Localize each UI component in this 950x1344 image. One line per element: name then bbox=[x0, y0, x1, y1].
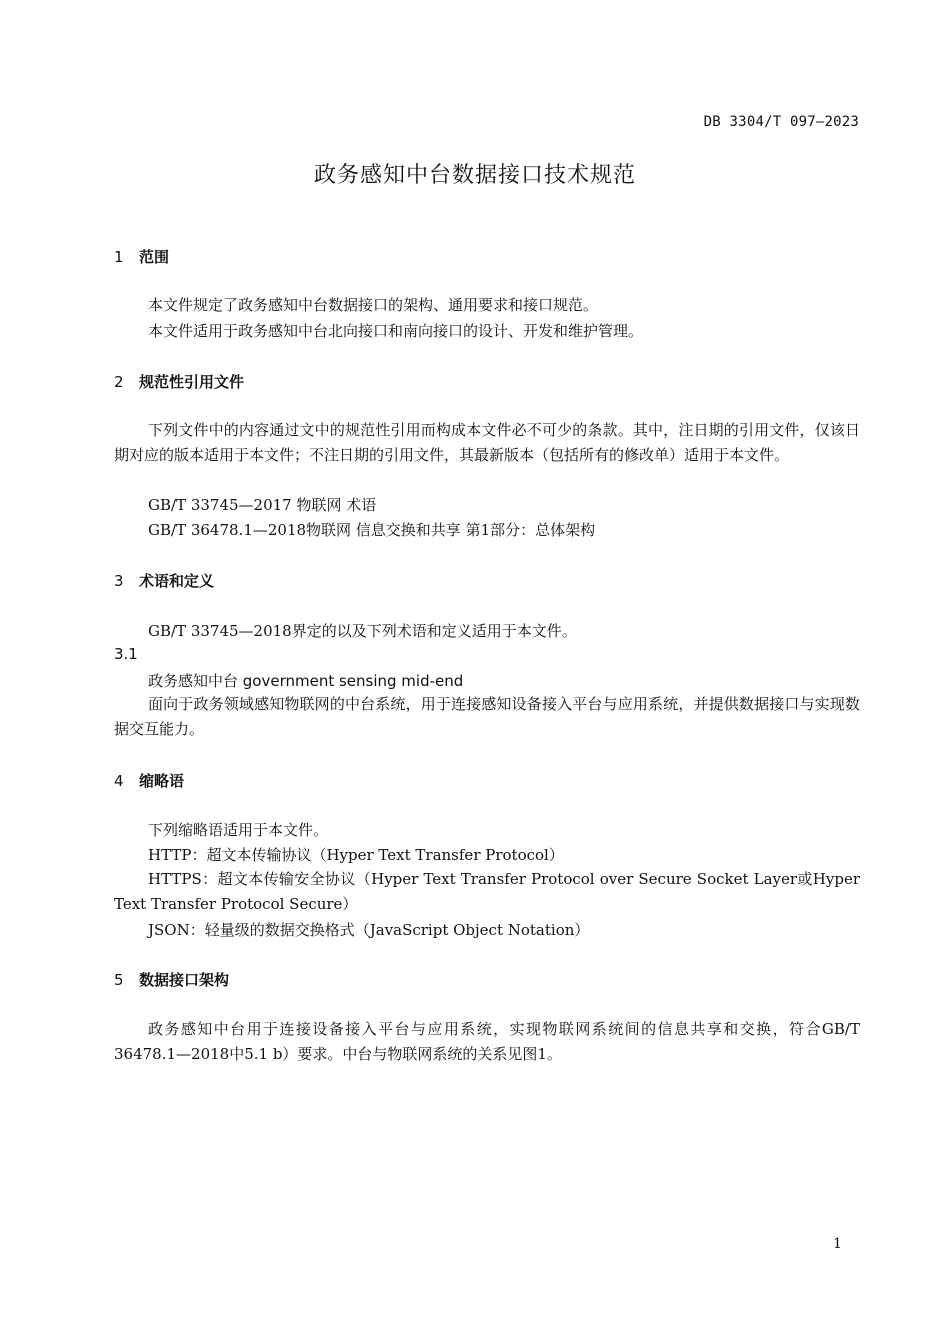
paragraph: 下列文件中的内容通过文中的规范性引用而构成本文件必不可少的条款。其中，注日期的引用文件，仅该日期对应的版本适用于本文件；不注日期的引用文件，其最新版本（包括所有的修改单）适用于本文件。 bbox=[114, 421, 860, 464]
document-title: 政务感知中台数据接口技术规范 bbox=[313, 163, 636, 188]
paragraph: GB/T 33745—2018界定的以及下列术语和定义适用于本文件。 bbox=[148, 622, 577, 640]
section-number: 5 bbox=[114, 971, 124, 989]
paragraph: 下列缩略语适用于本文件。 bbox=[148, 821, 329, 839]
term-number: 3.1 bbox=[114, 645, 138, 663]
section-title: 范围 bbox=[139, 248, 170, 266]
abbreviation-item: HTTPS：超文本传输安全协议（Hyper Text Transfer Protocol over Secure Socket Layer或Hyper Text Transfer Protocol Secure） bbox=[114, 870, 860, 913]
section-title: 数据接口架构 bbox=[139, 971, 230, 989]
paragraph: 政务感知中台用于连接设备接入平台与应用系统，实现物联网系统间的信息共享和交换，符合GB/T 36478.1—2018中5.1 b）要求。中台与物联网系统的关系见图1。 bbox=[114, 1020, 860, 1063]
document-code: DB 3304/T 097—2023 bbox=[703, 114, 859, 130]
paragraph: 本文件适用于政务感知中台北向接口和南向接口的设计、开发和维护管理。 bbox=[148, 322, 644, 340]
page-number: 1 bbox=[833, 1236, 842, 1252]
term-name: 政务感知中台 government sensing mid-end bbox=[148, 672, 464, 690]
section-heading-normative-references bbox=[114, 371, 244, 392]
section-number: 1 bbox=[114, 248, 124, 266]
section-number: 2 bbox=[114, 373, 124, 391]
reference-item: GB/T 36478.1—2018物联网 信息交换和共享 第1部分：总体架构 bbox=[148, 521, 596, 539]
section-number: 4 bbox=[114, 772, 124, 790]
section-number: 3 bbox=[114, 572, 124, 590]
section-heading-scope bbox=[114, 246, 169, 267]
paragraph: 本文件规定了政务感知中台数据接口的架构、通用要求和接口规范。 bbox=[148, 296, 599, 314]
reference-item: GB/T 33745—2017 物联网 术语 bbox=[148, 496, 377, 514]
abbreviation-item: JSON：轻量级的数据交换格式（JavaScript Object Notation） bbox=[148, 921, 590, 939]
section-title: 规范性引用文件 bbox=[139, 373, 245, 391]
abbreviation-item: HTTP：超文本传输协议（Hyper Text Transfer Protocol） bbox=[148, 846, 564, 864]
section-heading-architecture bbox=[114, 969, 229, 990]
term-definition: 面向于政务领域感知物联网的中台系统，用于连接感知设备接入平台与应用系统，并提供数据接口与实现数据交互能力。 bbox=[114, 695, 860, 738]
section-title: 术语和定义 bbox=[139, 572, 215, 590]
section-heading-abbreviations bbox=[114, 770, 184, 791]
section-title: 缩略语 bbox=[139, 772, 185, 790]
section-heading-terms bbox=[114, 570, 214, 591]
